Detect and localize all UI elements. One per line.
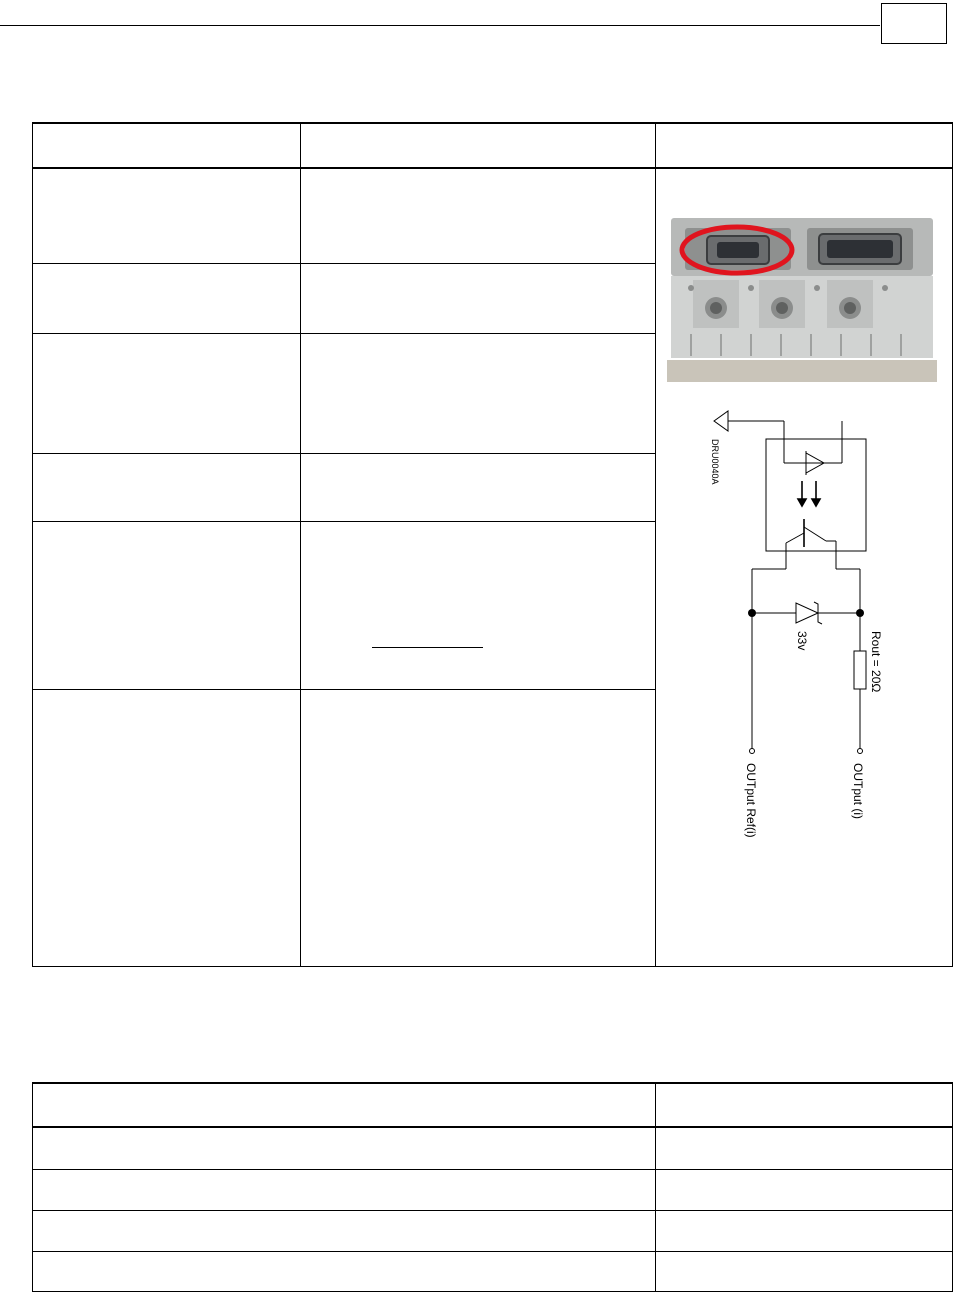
table-cell — [33, 453, 301, 521]
table-cell — [33, 1127, 656, 1169]
header-cell-3 — [656, 123, 953, 168]
zener-diode-symbol — [796, 603, 818, 623]
header-cell-1 — [33, 1083, 656, 1127]
table-cell — [33, 263, 301, 333]
resistor-label: Rout = 20Ω — [869, 631, 883, 693]
table-cell — [656, 1210, 953, 1251]
output-label: OUTput (i) — [851, 763, 865, 820]
illustration-cell — [656, 168, 953, 966]
table-cell — [33, 689, 301, 966]
header-rule — [0, 25, 880, 26]
table-cell — [301, 521, 656, 689]
junction-dot — [748, 609, 756, 617]
terminal-ref — [750, 749, 755, 754]
table-cell — [33, 333, 301, 453]
terminal-output — [858, 749, 863, 754]
header-cell-1 — [33, 123, 301, 168]
summary-table — [32, 1082, 953, 1292]
table-cell — [33, 168, 301, 263]
junction-dot — [856, 609, 864, 617]
drive-photo — [667, 214, 937, 386]
table-cell — [33, 1169, 656, 1210]
header-cell-2 — [301, 123, 656, 168]
zener-label: 33v — [795, 631, 809, 651]
table-cell — [301, 333, 656, 453]
output-triangle-symbol — [714, 411, 728, 431]
table-cell — [656, 1127, 953, 1169]
page-number-box — [881, 3, 947, 44]
resistor-symbol — [854, 651, 866, 689]
header-cell-2 — [656, 1083, 953, 1127]
table-cell — [33, 1251, 656, 1291]
output-spec-table — [32, 122, 953, 967]
table-cell — [656, 1251, 953, 1291]
table-cell — [33, 521, 301, 689]
light-arrows-icon — [798, 481, 820, 506]
output-schematic — [696, 399, 896, 874]
output-ref-label: OUTput Ref(i) — [744, 763, 758, 838]
fraction-bar — [372, 647, 483, 648]
table-cell — [656, 1169, 953, 1210]
table-cell — [301, 168, 656, 263]
schematic-tag: DRU0040A — [710, 439, 720, 485]
table-cell — [301, 689, 656, 966]
table-cell — [301, 453, 656, 521]
table-cell — [33, 1210, 656, 1251]
table-cell — [301, 263, 656, 333]
